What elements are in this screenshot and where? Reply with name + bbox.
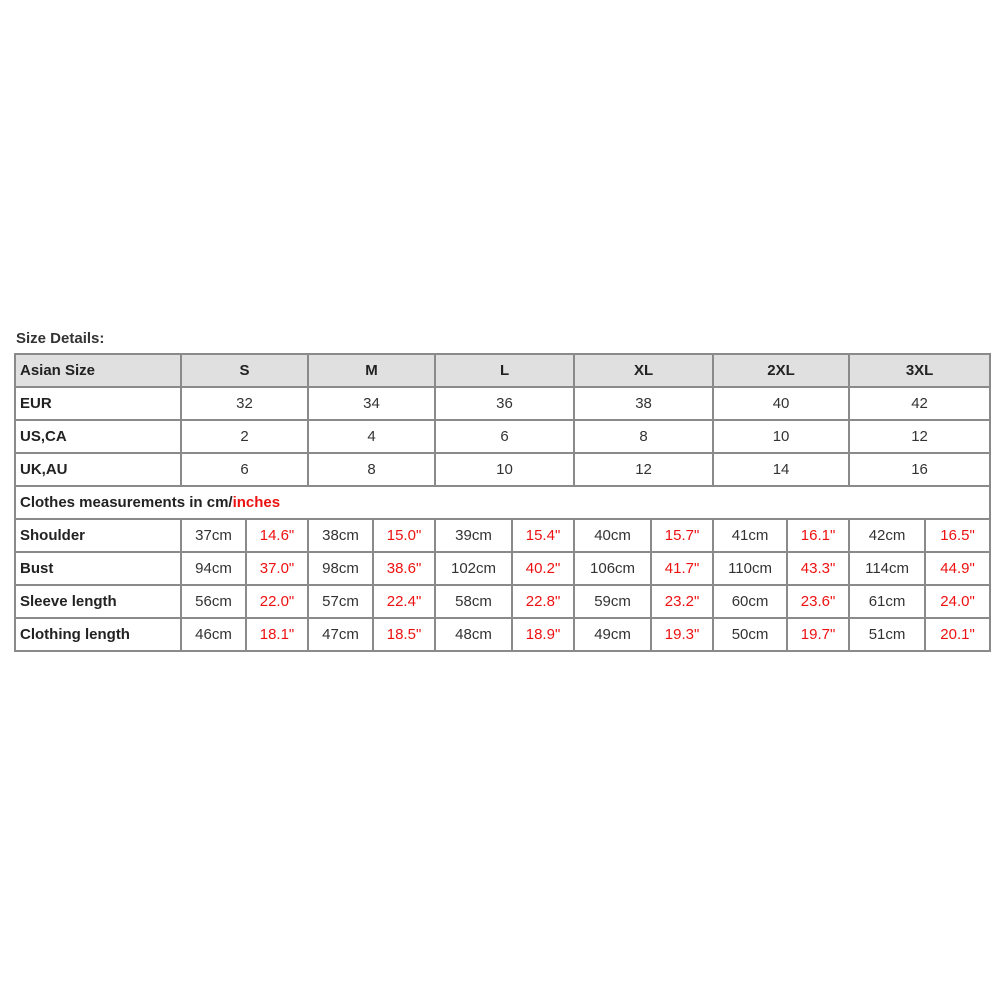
cm-cell: 98cm: [308, 552, 373, 585]
header-row: [15, 354, 990, 387]
cm-cell: 48cm: [435, 618, 512, 651]
inch-cell: 23.6": [787, 585, 849, 618]
cm-cell: 47cm: [308, 618, 373, 651]
cm-cell: 40cm: [574, 519, 651, 552]
size-header-m: M: [308, 354, 435, 387]
conversion-row-eur: [15, 387, 990, 420]
cm-cell: 114cm: [849, 552, 925, 585]
cm-cell: 50cm: [713, 618, 787, 651]
conversion-cell: 14: [713, 453, 849, 486]
cm-cell: 37cm: [181, 519, 246, 552]
inch-cell: 20.1": [925, 618, 990, 651]
size-details-title: Size Details:: [16, 330, 105, 347]
inch-cell: 43.3": [787, 552, 849, 585]
cm-cell: 38cm: [308, 519, 373, 552]
row-label: Bust: [15, 552, 181, 585]
size-header-s: S: [181, 354, 308, 387]
inch-cell: 15.4": [512, 519, 574, 552]
cm-cell: 56cm: [181, 585, 246, 618]
conversion-cell: 16: [849, 453, 990, 486]
row-label: Clothing length: [15, 618, 181, 651]
inch-cell: 16.1": [787, 519, 849, 552]
inch-cell: 22.0": [246, 585, 308, 618]
row-label: UK,AU: [15, 453, 181, 486]
inch-cell: 44.9": [925, 552, 990, 585]
cm-cell: 39cm: [435, 519, 512, 552]
inch-cell: 23.2": [651, 585, 713, 618]
conversion-row-uk-au: [15, 453, 990, 486]
section-heading-text: Clothes measurements in cm/: [20, 494, 233, 511]
cm-cell: 41cm: [713, 519, 787, 552]
conversion-cell: 32: [181, 387, 308, 420]
conversion-cell: 4: [308, 420, 435, 453]
measurement-row-clothing-length: [15, 618, 990, 651]
section-heading-inches: inches: [232, 494, 281, 511]
conversion-cell: 2: [181, 420, 308, 453]
cm-cell: 51cm: [849, 618, 925, 651]
row-label: Shoulder: [15, 519, 181, 552]
size-header-xl: XL: [574, 354, 713, 387]
row-label: US,CA: [15, 420, 181, 453]
header-corner-label: Asian Size: [15, 354, 181, 387]
conversion-row-us-ca: [15, 420, 990, 453]
row-label: EUR: [15, 387, 181, 420]
inch-cell: 19.7": [787, 618, 849, 651]
inch-cell: 37.0": [246, 552, 308, 585]
cm-cell: 42cm: [849, 519, 925, 552]
conversion-cell: 36: [435, 387, 574, 420]
cm-cell: 58cm: [435, 585, 512, 618]
cm-cell: 110cm: [713, 552, 787, 585]
inch-cell: 16.5": [925, 519, 990, 552]
cm-cell: 106cm: [574, 552, 651, 585]
inch-cell: 19.3": [651, 618, 713, 651]
conversion-cell: 8: [574, 420, 713, 453]
conversion-cell: 42: [849, 387, 990, 420]
conversion-cell: 38: [574, 387, 713, 420]
size-header-2xl: 2XL: [713, 354, 849, 387]
inch-cell: 40.2": [512, 552, 574, 585]
measurements-section-heading: [15, 486, 990, 519]
inch-cell: 38.6": [373, 552, 435, 585]
inch-cell: 15.7": [651, 519, 713, 552]
inch-cell: 18.1": [246, 618, 308, 651]
conversion-cell: 10: [713, 420, 849, 453]
inch-cell: 18.5": [373, 618, 435, 651]
conversion-cell: 34: [308, 387, 435, 420]
cm-cell: 57cm: [308, 585, 373, 618]
size-chart-table: [14, 353, 991, 652]
cm-cell: 59cm: [574, 585, 651, 618]
cm-cell: 102cm: [435, 552, 512, 585]
conversion-cell: 6: [435, 420, 574, 453]
inch-cell: 24.0": [925, 585, 990, 618]
section-row: [15, 486, 990, 519]
inch-cell: 22.4": [373, 585, 435, 618]
cm-cell: 49cm: [574, 618, 651, 651]
cm-cell: 60cm: [713, 585, 787, 618]
size-header-l: L: [435, 354, 574, 387]
inch-cell: 15.0": [373, 519, 435, 552]
inch-cell: 18.9": [512, 618, 574, 651]
conversion-cell: 12: [849, 420, 990, 453]
cm-cell: 46cm: [181, 618, 246, 651]
cm-cell: 61cm: [849, 585, 925, 618]
cm-cell: 94cm: [181, 552, 246, 585]
measurement-row-sleeve-length: [15, 585, 990, 618]
measurement-row-shoulder: [15, 519, 990, 552]
conversion-cell: 12: [574, 453, 713, 486]
conversion-cell: 6: [181, 453, 308, 486]
row-label: Sleeve length: [15, 585, 181, 618]
size-header-3xl: 3XL: [849, 354, 990, 387]
inch-cell: 41.7": [651, 552, 713, 585]
inch-cell: 14.6": [246, 519, 308, 552]
measurement-row-bust: [15, 552, 990, 585]
conversion-cell: 10: [435, 453, 574, 486]
inch-cell: 22.8": [512, 585, 574, 618]
conversion-cell: 40: [713, 387, 849, 420]
conversion-cell: 8: [308, 453, 435, 486]
